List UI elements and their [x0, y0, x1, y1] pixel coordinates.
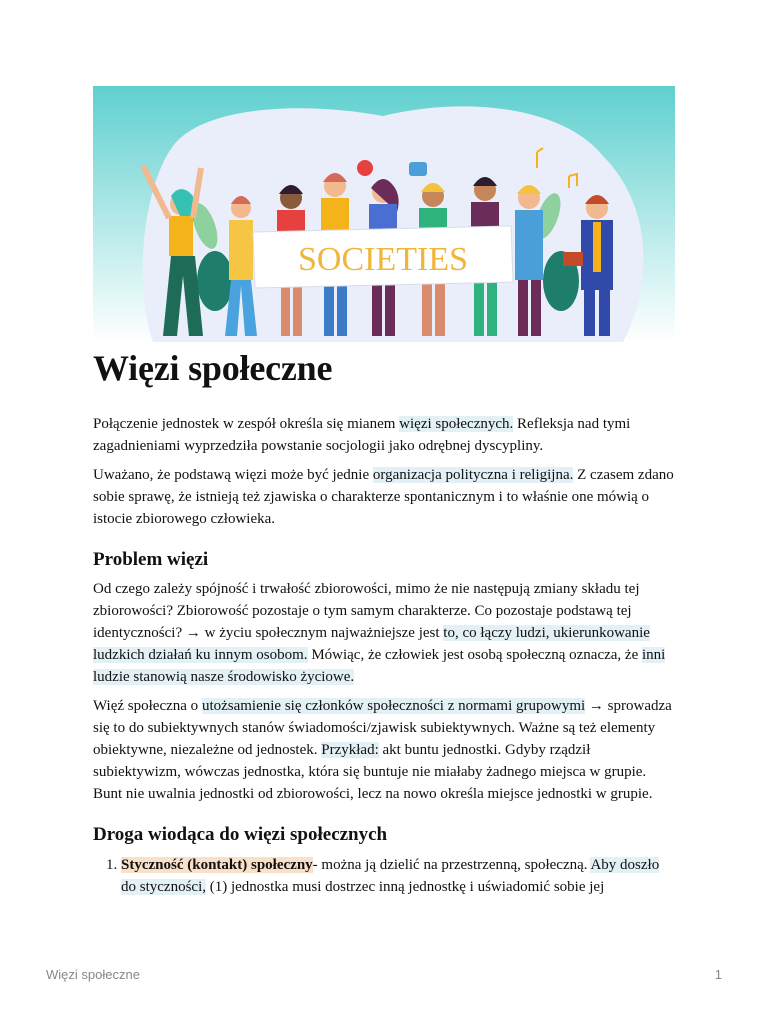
banner-text: SOCIETIES [298, 241, 468, 278]
highlight-orange: Styczność (kontakt) społeczny [121, 857, 313, 873]
footer-title: Więzi społeczne [46, 967, 140, 982]
intro-paragraph-1: Połączenie jednostek w zespół określa się mianem więzi społecznych. Refleksja nad tymi zagadnieniami wyprzedziła powstanie socjologii jako odrębnej dyscypliny. [93, 416, 631, 454]
societies-illustration [93, 86, 675, 342]
section-heading-problem: Problem więzi [93, 549, 209, 570]
numbered-list [93, 854, 675, 898]
highlight: organizacja polityczna i religijna. [372, 467, 574, 483]
highlight: inni ludzie stanowią nasze środowisko życiowe. [93, 647, 666, 685]
intro-paragraph-2: Uważano, że podstawą więzi może być jednie organizacja polityczna i religijna. Z czasem zdano sobie sprawę, że istnieją też zjawiska o charakterze spontanicznym i to właśnie one mówią o istocie zbiorowego człowieka. [93, 467, 674, 527]
highlight: utożsamienie się członków społeczności z normami grupowymi [201, 698, 586, 714]
page-number: 1 [714, 967, 722, 982]
section-heading-road: Droga wiodąca do więzi społecznych [93, 824, 388, 845]
highlight: Przykład: [321, 742, 379, 758]
page-title: Więzi społeczne [93, 348, 333, 388]
societies-banner [253, 226, 513, 288]
highlight: Aby doszło do styczności, [121, 857, 660, 895]
document-page [93, 86, 675, 898]
section1-paragraph-2: Więź społeczna o utożsamienie się członków społeczności z normami grupowymi → sprowadza się to do subiektywnych stanów świadomości/zjawisk subiektywnych. Ważne są też elementy obiektywne, niezależne od jednostek. Przykład: akt buntu jednostki. Gdyby rządził subiektywizm, wówczas jednostka, która się buntuje nie miałaby żadnego miejsca w grupie. Bunt nie uwalnia jednostki od zbiorowości, lecz na nowo określa miejsce jednostki w grupie. [93, 698, 672, 802]
page-footer [46, 967, 722, 982]
highlight: więzi społecznych. [399, 416, 514, 432]
highlight: to, co łączy ludzi, ukierunkowanie ludzkich działań ku innym osobom. [93, 625, 650, 663]
list-item: 1. Styczność (kontakt) społeczny- można ją dzielić na przestrzenną, społeczną. Aby doszło do styczności, (1) jednostka musi dostrzec inną jednostkę i uświadomić sobie jej [121, 854, 675, 898]
section1-paragraph-1: Od czego zależy spójność i trwałość zbiorowości, mimo że nie następują zmiany składu tej zbiorowości? Zbiorowość pozostaje o tym samym charakterze. Co pozostaje podstawą tej identyczności? → w życiu społecznym najważniejsze jest to, co łączy ludzi, ukierunkowanie ludzkich działań ku innym osobom. Mówiąc, że człowiek jest osobą społeczną oznacza, że inni ludzie stanowią nasze środowisko życiowe. [93, 581, 666, 685]
